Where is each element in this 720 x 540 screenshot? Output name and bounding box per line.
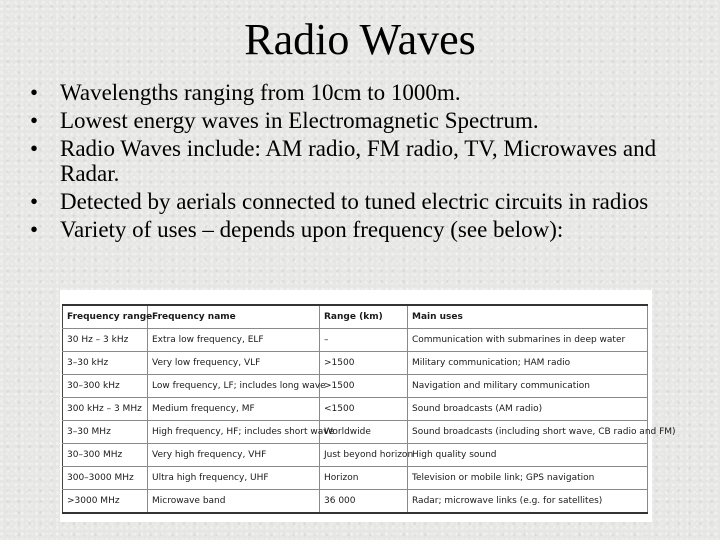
cell-range-km: Horizon <box>320 467 408 490</box>
bullet-item <box>30 108 710 133</box>
table-row <box>63 352 648 375</box>
cell-range-km: Worldwide <box>320 421 408 444</box>
cell-frequency-range: 3–30 MHz <box>63 421 148 444</box>
cell-range-km: Just beyond horizon <box>320 444 408 467</box>
cell-frequency-range: >3000 MHz <box>63 490 148 514</box>
bullet-text: Variety of uses – depends upon frequency (see below): <box>60 217 564 242</box>
table-row <box>63 375 648 398</box>
cell-frequency-range: 30–300 kHz <box>63 375 148 398</box>
cell-frequency-range: 30 Hz – 3 kHz <box>63 329 148 352</box>
bullet-dot: • <box>30 189 39 214</box>
bullet-text: Detected by aerials connected to tuned electric circuits in radios <box>60 189 649 214</box>
slide-title: Radio Waves <box>244 15 476 64</box>
bullet-dot: • <box>30 80 39 105</box>
table-row <box>63 421 648 444</box>
cell-main-uses: Sound broadcasts (AM radio) <box>408 398 648 421</box>
frequency-table-image <box>60 290 676 522</box>
cell-main-uses: Military communication; HAM radio <box>408 352 648 375</box>
cell-frequency-range: 300 kHz – 3 MHz <box>63 398 148 421</box>
cell-range-km: 36 000 <box>320 490 408 514</box>
header-frequency-range: Frequency range <box>63 305 148 329</box>
cell-frequency-range: 300–3000 MHz <box>63 467 148 490</box>
bullet-dot: • <box>30 108 39 133</box>
frequency-table <box>62 304 676 514</box>
cell-frequency-name: Low frequency, LF; includes long wave <box>148 375 320 398</box>
cell-main-uses: Navigation and military communication <box>408 375 648 398</box>
cell-range-km: <1500 <box>320 398 408 421</box>
cell-frequency-name: Medium frequency, MF <box>148 398 320 421</box>
table-row <box>63 398 648 421</box>
bullet-item <box>30 80 710 105</box>
cell-frequency-name: High frequency, HF; includes short wave <box>148 421 320 444</box>
table-header-row <box>63 305 648 329</box>
header-range-km: Range (km) <box>320 305 408 329</box>
bullet-item <box>30 189 710 214</box>
bullet-text: Wavelengths ranging from 10cm to 1000m. <box>60 80 461 105</box>
bullet-dot: • <box>30 136 39 161</box>
cell-frequency-name: Ultra high frequency, UHF <box>148 467 320 490</box>
header-main-uses: Main uses <box>408 305 648 329</box>
cell-frequency-range: 3–30 kHz <box>63 352 148 375</box>
cell-range-km: – <box>320 329 408 352</box>
bullet-text: Radio Waves include: AM radio, FM radio, TV, Microwaves and Radar. <box>60 136 657 186</box>
cell-frequency-name: Extra low frequency, ELF <box>148 329 320 352</box>
cell-frequency-name: Very low frequency, VLF <box>148 352 320 375</box>
cell-range-km: >1500 <box>320 375 408 398</box>
cell-frequency-range: 30–300 MHz <box>63 444 148 467</box>
cell-main-uses: Sound broadcasts (including short wave, CB radio and FM) <box>408 421 648 444</box>
bullet-item <box>30 136 710 186</box>
cell-main-uses: High quality sound <box>408 444 648 467</box>
cell-main-uses: Television or mobile link; GPS navigation <box>408 467 648 490</box>
cell-frequency-name: Microwave band <box>148 490 320 514</box>
cell-main-uses: Communication with submarines in deep water <box>408 329 648 352</box>
bullet-list <box>30 80 710 245</box>
table-row <box>63 467 648 490</box>
cell-range-km: >1500 <box>320 352 408 375</box>
header-frequency-name: Frequency name <box>148 305 320 329</box>
table-row <box>63 490 648 514</box>
cell-main-uses: Radar; microwave links (e.g. for satellites) <box>408 490 648 514</box>
cell-frequency-name: Very high frequency, VHF <box>148 444 320 467</box>
bullet-dot: • <box>30 217 39 242</box>
bullet-item <box>30 217 710 242</box>
table-row <box>63 329 648 352</box>
bullet-text: Lowest energy waves in Electromagnetic Spectrum. <box>60 108 539 133</box>
table-row <box>63 444 648 467</box>
